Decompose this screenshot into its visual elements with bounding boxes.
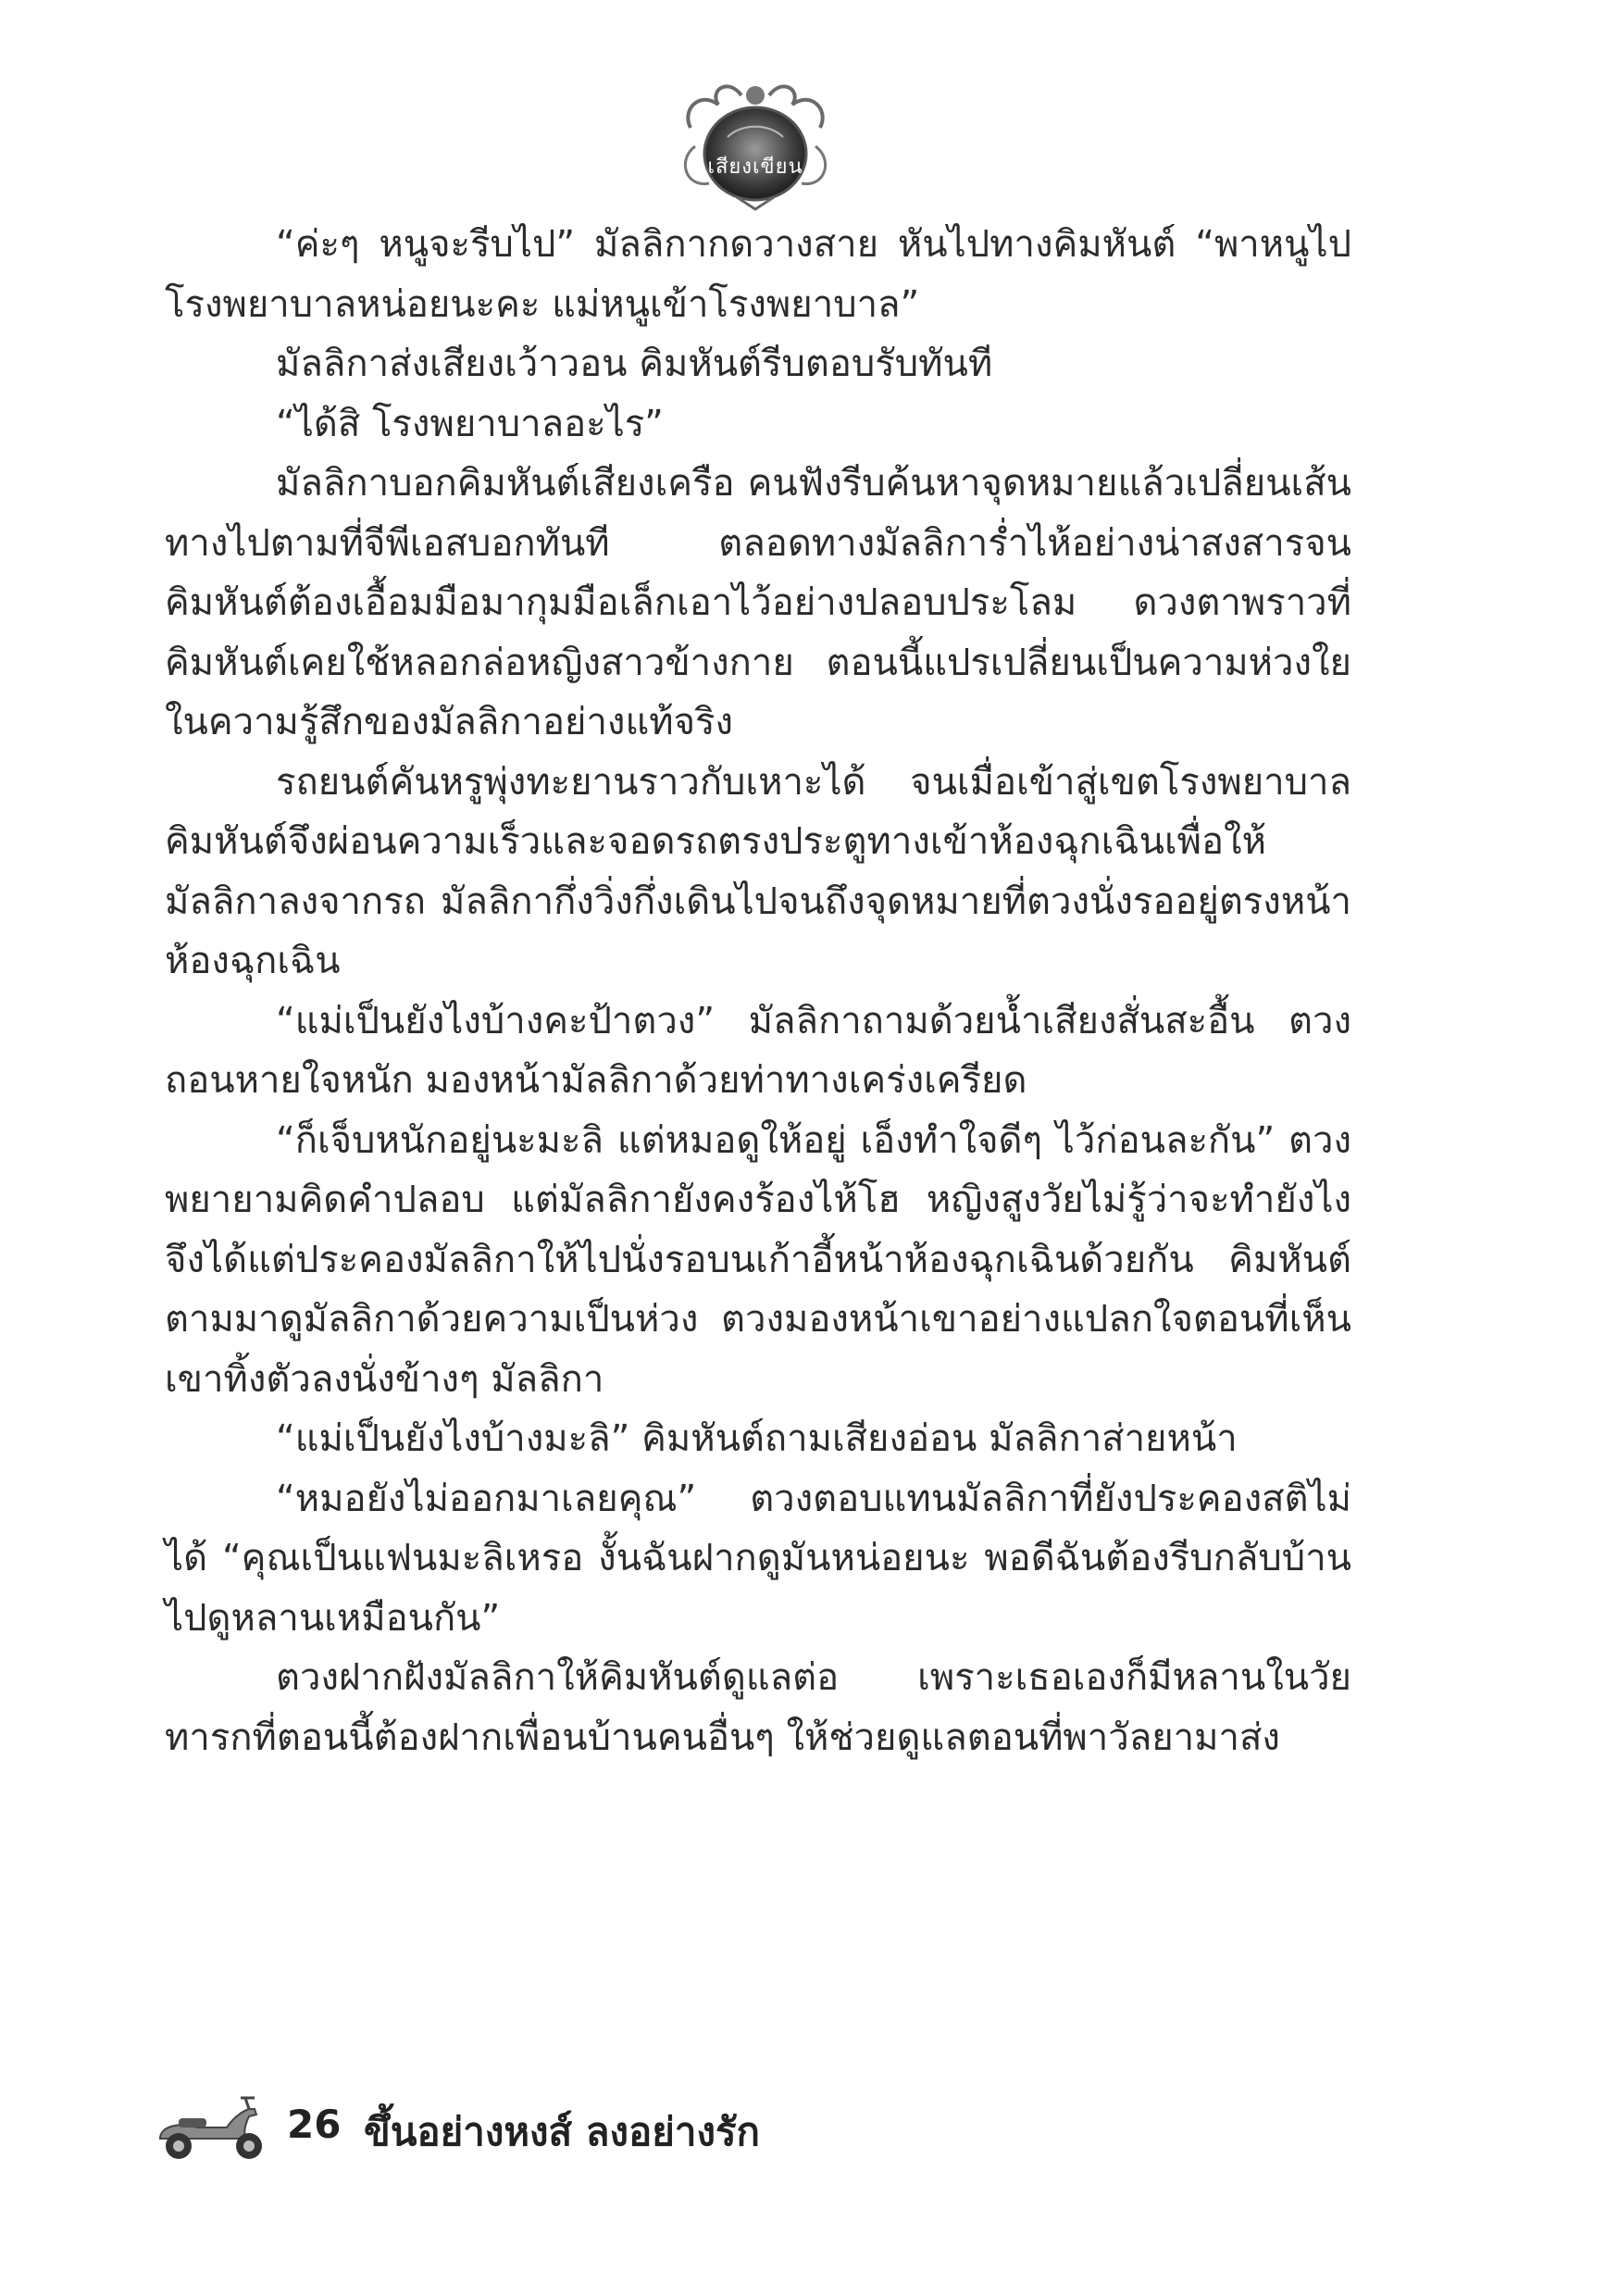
page-footer <box>153 2090 986 2165</box>
paragraph: “แม่เป็นยังไงบ้างคะป้าตวง” มัลลิกาถามด้วยน้ำเสียงสั่นสะอื้น ตวงถอนหายใจหนัก มองหน้ามัลลิกาด้วยท่าทางเคร่งเครียด <box>165 999 1351 1102</box>
book-title: ขึ้นอย่างหงส์ ลงอย่างรัก <box>364 2109 760 2154</box>
paragraph: มัลลิกาบอกคิมหันต์เสียงเครือ คนฟังรีบค้นหาจุดหมายแล้วเปลี่ยนเส้นทางไปตามที่จีพีเอสบอกทันที ตลอดทางมัลลิการ่ำไห้อย่างน่าสงสารจนคิมหันต์ต้องเอื้อมมือมากุมมือเล็กเอาไว้อย่างปลอบประโลม ดวงตาพราวที่คิมหันต์เคยใช้หลอกล่อหญิงสาวข้างกาย ตอนนี้แปรเปลี่ยนเป็นความห่วงใยในความรู้สึกของมัลลิกาอย่างแท้จริง <box>165 462 1351 743</box>
paragraph: รถยนต์คันหรูพุ่งทะยานราวกับเหาะได้ จนเมื่อเข้าสู่เขตโรงพยาบาลคิมหันต์จึงผ่อนความเร็วและจอดรถตรงประตูทางเข้าห้องฉุกเฉินเพื่อให้มัลลิกาลงจากรถ มัลลิกากึ่งวิ่งกึ่งเดินไปจนถึงจุดหมายที่ตวงนั่งรออยู่ตรงหน้าห้องฉุกเฉิน <box>165 760 1351 982</box>
paragraph: มัลลิกาส่งเสียงเว้าวอน คิมหันต์รีบตอบรับทันที <box>276 343 993 385</box>
header-emblem <box>672 72 839 211</box>
chapter-body <box>165 215 1351 1767</box>
paragraph: “แม่เป็นยังไงบ้างมะลิ” คิมหันต์ถามเสียงอ่อน มัลลิกาส่ายหน้า <box>276 1417 1238 1460</box>
paragraph: “ค่ะๆ หนูจะรีบไป” มัลลิกากดวางสาย หันไปทางคิมหันต์ “พาหนูไปโรงพยาบาลหน่อยนะคะ แม่หนูเข้าโรงพยาบาล” <box>165 223 1351 326</box>
page-number: 26 <box>287 2102 342 2147</box>
emblem-label: เสียงเขียน <box>707 156 803 179</box>
scooter-icon <box>153 2090 273 2165</box>
paragraph: “ก็เจ็บหนักอยู่นะมะลิ แต่หมอดูให้อยู่ เอ็งทำใจดีๆ ไว้ก่อนละกัน” ตวงพยายามคิดคำปลอบ แต่มัลลิกายังคงร้องไห้โฮ หญิงสูงวัยไม่รู้ว่าจะทำยังไงจึงได้แต่ประคองมัลลิกาให้ไปนั่งรอบนเก้าอี้หน้าห้องฉุกเฉินด้วยกัน คิมหันต์ตามมาดูมัลลิกาด้วยความเป็นห่วง ตวงมองหน้าเขาอย่างแปลกใจตอนที่เห็นเขาทิ้งตัวลงนั่งข้างๆ มัลลิกา <box>165 1118 1351 1401</box>
paragraph: “ได้สิ โรงพยาบาลอะไร” <box>276 402 664 445</box>
paragraph: “หมอยังไม่ออกมาเลยคุณ” ตวงตอบแทนมัลลิกาที่ยังประคองสติไม่ได้ “คุณเป็นแฟนมะลิเหรอ งั้นฉันฝากดูมันหน่อยนะ พอดีฉันต้องรีบกลับบ้านไปดูหลานเหมือนกัน” <box>165 1477 1351 1640</box>
paragraph: ตวงฝากฝังมัลลิกาให้คิมหันต์ดูแลต่อ เพราะเธอเองก็มีหลานในวัยทารกที่ตอนนี้ต้องฝากเพื่อนบ้านคนอื่นๆ ให้ช่วยดูแลตอนที่พาวัลยามาส่ง <box>165 1656 1351 1759</box>
ornament-icon <box>672 72 839 211</box>
